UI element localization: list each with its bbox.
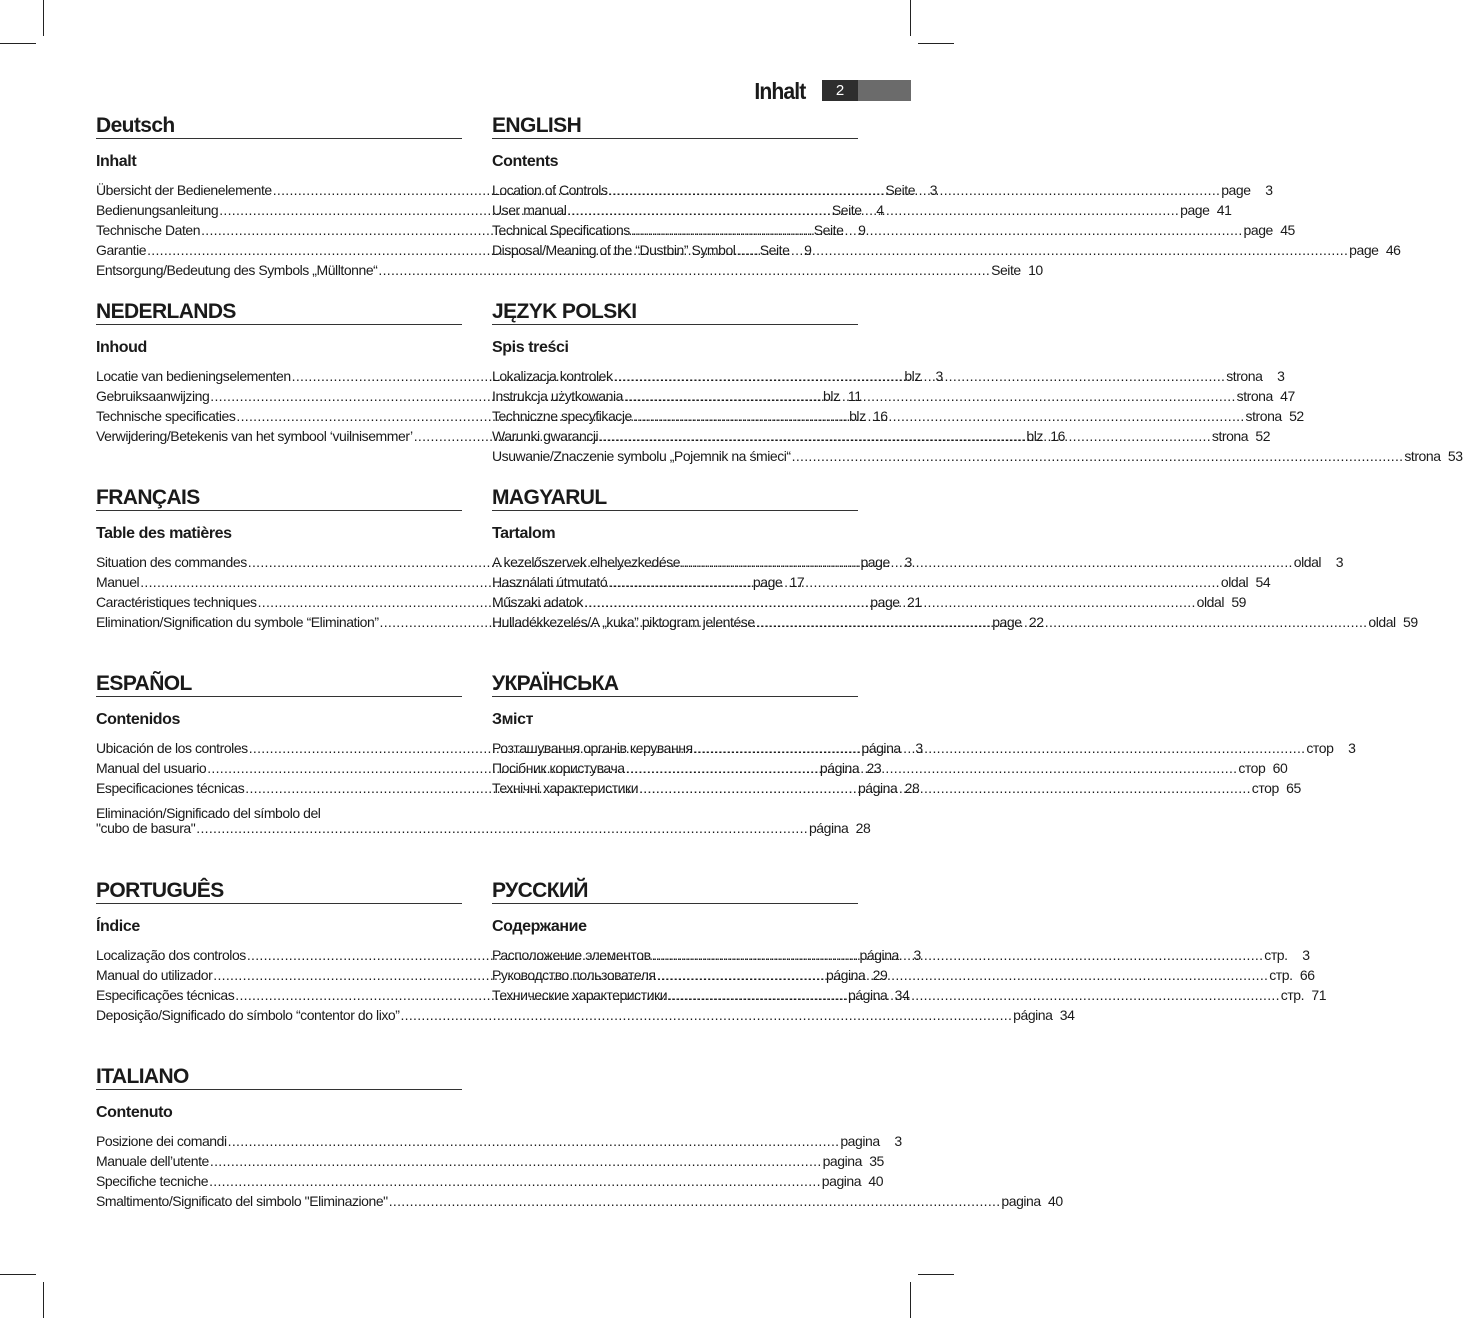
toc-page-word: page bbox=[992, 614, 1022, 630]
dot-leader bbox=[228, 1131, 840, 1151]
toc-page-word: strona bbox=[1211, 428, 1249, 444]
toc-page-number: 60 bbox=[1272, 760, 1288, 776]
toc-page-word: página bbox=[861, 740, 901, 756]
toc-page-number: 3 bbox=[935, 368, 943, 384]
toc-page-word: стр. bbox=[1280, 987, 1305, 1003]
dot-leader bbox=[378, 260, 990, 280]
crop-mark bbox=[910, 1282, 911, 1318]
section-subtitle: Inhalt bbox=[96, 153, 137, 170]
toc-page-word: Seite bbox=[885, 182, 916, 198]
page-title: Inhalt bbox=[754, 78, 805, 104]
toc-page-word: pagina bbox=[821, 1173, 862, 1189]
toc-entry-title: Warunki gwarancji bbox=[492, 428, 599, 444]
toc-entry-title: Használati útmutató bbox=[492, 574, 608, 590]
toc-page-number: 22 bbox=[1028, 614, 1044, 630]
toc-page-word: page bbox=[1221, 182, 1251, 198]
toc-page-number: 53 bbox=[1447, 448, 1463, 464]
dot-leader bbox=[614, 366, 1226, 386]
section-subtitle: Зміст bbox=[492, 711, 534, 728]
toc-page-word: blz bbox=[822, 388, 840, 404]
toc-page-word: page bbox=[752, 574, 783, 590]
toc-page-number: 3 bbox=[1348, 740, 1356, 756]
dot-leader bbox=[633, 406, 1245, 426]
toc-entry bbox=[96, 818, 871, 838]
toc-page-word: стр. bbox=[1264, 947, 1288, 963]
section-title: MAGYARUL bbox=[492, 486, 858, 511]
toc-entry-title: Технические характеристики bbox=[492, 987, 668, 1003]
toc-page-word: oldal bbox=[1293, 554, 1322, 570]
page-number: 2 bbox=[822, 80, 858, 101]
section-subtitle: Table des matières bbox=[96, 525, 232, 542]
crop-mark bbox=[910, 0, 911, 36]
section-subtitle: Contenidos bbox=[96, 711, 180, 728]
dot-leader bbox=[657, 965, 1269, 985]
toc-page-word: Seite bbox=[991, 262, 1021, 278]
toc-page-number: 3 bbox=[1335, 554, 1344, 570]
toc-entry bbox=[492, 572, 1271, 592]
toc-entry-title: Usuwanie/Znaczenie symbolu „Pojemnik na śmieci“ bbox=[492, 448, 791, 464]
toc-page-word: pagina bbox=[1001, 1193, 1041, 1209]
toc-page-word: стор bbox=[1306, 740, 1334, 756]
toc-entry-title: Localização dos controlos bbox=[96, 947, 246, 963]
section-title: ESPAÑOL bbox=[96, 672, 462, 697]
toc-page-number: 3 bbox=[1277, 368, 1285, 384]
toc-entry-title: Manual del usuario bbox=[96, 760, 207, 776]
toc-entry bbox=[96, 1005, 1075, 1025]
section-subtitle: Inhoud bbox=[96, 339, 147, 356]
dot-leader bbox=[567, 200, 1179, 220]
toc-page-number: 3 bbox=[904, 554, 912, 570]
toc-entry bbox=[492, 240, 1401, 260]
page-header bbox=[700, 80, 911, 102]
toc-entry bbox=[492, 200, 1232, 220]
toc-entry-title: Расположение элементов bbox=[492, 947, 651, 963]
toc-page-word: strona bbox=[1236, 388, 1273, 404]
toc-page-number: 40 bbox=[1048, 1193, 1063, 1209]
toc-page-word: página bbox=[847, 987, 888, 1003]
toc-entry bbox=[96, 1171, 884, 1191]
toc-page-word: стор bbox=[1238, 760, 1266, 776]
toc-entry-title: Technical Specifications bbox=[492, 222, 630, 238]
toc-page-word: página bbox=[808, 820, 849, 836]
section-title: УКРАЇНСЬКА bbox=[492, 672, 858, 697]
toc-page-word: página bbox=[859, 947, 899, 963]
dot-leader bbox=[756, 612, 1368, 632]
toc-entry-title: Especificações técnicas bbox=[96, 987, 235, 1003]
toc-page-number: 59 bbox=[1231, 594, 1246, 610]
toc-page-word: стор bbox=[1251, 780, 1279, 796]
toc-entry bbox=[96, 1131, 902, 1151]
toc-page-word: pagina bbox=[840, 1133, 880, 1149]
toc-page-word: strona bbox=[1404, 448, 1441, 464]
dot-leader bbox=[210, 1151, 822, 1171]
toc-page-number: 9 bbox=[858, 222, 866, 238]
toc-entry-title: Elimination/Signification du symbole “Elimination” bbox=[96, 614, 379, 630]
toc-page-word: blz bbox=[904, 368, 921, 384]
toc-page-number: 71 bbox=[1311, 987, 1327, 1003]
toc-entry-title: Übersicht der Bedienelemente bbox=[96, 182, 272, 198]
toc-page-word: página bbox=[825, 967, 866, 983]
toc-page-number: 21 bbox=[906, 594, 922, 610]
toc-entry-title: Techniczne specyfikacje bbox=[492, 408, 632, 424]
toc-page-number: 4 bbox=[876, 202, 884, 218]
toc-page-number: 34 bbox=[894, 987, 910, 1003]
toc-entry-title: Műszaki adatok bbox=[492, 594, 583, 610]
toc-page-word: Seite bbox=[813, 222, 844, 238]
toc-page-number: 47 bbox=[1280, 388, 1295, 404]
toc-page-word: oldal bbox=[1196, 594, 1224, 610]
toc-entry-title: Specifiche tecniche bbox=[96, 1173, 209, 1189]
dot-leader bbox=[626, 758, 1238, 778]
dot-leader bbox=[668, 985, 1280, 1005]
toc-page-number: 3 bbox=[913, 947, 921, 963]
toc-page-number: 29 bbox=[872, 967, 888, 983]
toc-entry-title: Entsorgung/Bedeutung des Symbols „Mülltonne“ bbox=[96, 262, 378, 278]
toc-page-number: 35 bbox=[869, 1153, 884, 1169]
crop-mark bbox=[0, 1274, 36, 1275]
toc-entry-title: Verwijdering/Betekenis van het symbool ‘vuilnisemmer’ bbox=[96, 428, 413, 444]
toc-page-number: 46 bbox=[1385, 242, 1401, 258]
section-title: PORTUGUÊS bbox=[96, 879, 462, 904]
toc-page-number: 65 bbox=[1286, 780, 1301, 796]
toc-entry bbox=[96, 260, 1043, 280]
toc-entry-title: Manuel bbox=[96, 574, 140, 590]
toc-entry-title: Hulladékkezelés/A „kuka” piktogram jelentése bbox=[492, 614, 755, 630]
section-subtitle: Tartalom bbox=[492, 525, 556, 542]
toc-entry bbox=[492, 386, 1295, 406]
toc-entry-title: Garantie bbox=[96, 242, 147, 258]
toc-page-number: 52 bbox=[1255, 428, 1271, 444]
toc-page-number: 52 bbox=[1289, 408, 1304, 424]
toc-page-number: 23 bbox=[866, 760, 882, 776]
toc-entry bbox=[492, 446, 1463, 466]
toc-entry-title: Posizione dei comandi bbox=[96, 1133, 227, 1149]
toc-page-number: 9 bbox=[804, 242, 812, 258]
toc-page-number: 3 bbox=[1265, 182, 1273, 198]
toc-entry-title: Smaltimento/Significato del simbolo "Eliminazione" bbox=[96, 1193, 388, 1209]
toc-entry-title: Технічні характеристики bbox=[492, 780, 639, 796]
toc-page-word: strona bbox=[1245, 408, 1282, 424]
toc-page-word: Seite bbox=[831, 202, 862, 218]
toc-entry-title: Instrukcja użytkowania bbox=[492, 388, 623, 404]
dot-leader bbox=[389, 1191, 1001, 1211]
crop-mark bbox=[43, 0, 44, 36]
toc-entry-title: Disposal/Meaning of the “Dustbin” Symbol bbox=[492, 242, 736, 258]
toc-page-number: 54 bbox=[1255, 574, 1271, 590]
dot-leader bbox=[196, 818, 808, 838]
dot-leader bbox=[736, 240, 1348, 260]
dot-leader bbox=[609, 180, 1221, 200]
toc-page-number: 3 bbox=[894, 1133, 902, 1149]
toc-page-number: 66 bbox=[1299, 967, 1315, 983]
toc-page-number: 10 bbox=[1028, 262, 1043, 278]
toc-page-number: 28 bbox=[855, 820, 871, 836]
toc-entry-title: Especificaciones técnicas bbox=[96, 780, 245, 796]
crop-mark bbox=[43, 1282, 44, 1318]
dot-leader bbox=[209, 1171, 821, 1191]
section-title: Deutsch bbox=[96, 114, 462, 139]
toc-entry-title: Руководство пользователя bbox=[492, 967, 656, 983]
toc-entry bbox=[96, 1151, 884, 1171]
toc-entry-title: Location of Controls bbox=[492, 182, 608, 198]
dot-leader bbox=[652, 945, 1264, 965]
toc-page-number: 16 bbox=[872, 408, 888, 424]
section-subtitle: Содержание bbox=[492, 918, 587, 935]
toc-page-word: page bbox=[860, 554, 890, 570]
toc-page-number: 16 bbox=[1050, 428, 1065, 444]
dot-leader bbox=[624, 386, 1236, 406]
section-title: ITALIANO bbox=[96, 1065, 462, 1090]
toc-page-number: 59 bbox=[1403, 614, 1418, 630]
dot-leader bbox=[584, 592, 1196, 612]
toc-entry-title: Technische specificaties bbox=[96, 408, 236, 424]
toc-entry-title: Locatie van bedieningselementen bbox=[96, 368, 291, 384]
dot-leader bbox=[694, 738, 1306, 758]
toc-page-number: 40 bbox=[868, 1173, 884, 1189]
section-subtitle: Contenuto bbox=[96, 1104, 173, 1121]
toc-page-number: 45 bbox=[1280, 222, 1295, 238]
toc-page-word: blz bbox=[849, 408, 866, 424]
crop-mark bbox=[918, 1274, 954, 1275]
toc-entry-title: Ubicación de los controles bbox=[96, 740, 248, 756]
toc-page-word: página bbox=[1013, 1007, 1053, 1023]
toc-page-number: 3 bbox=[1302, 947, 1310, 963]
toc-entry-title: Manual do utilizador bbox=[96, 967, 213, 983]
dot-leader bbox=[639, 778, 1251, 798]
dot-leader bbox=[681, 552, 1293, 572]
toc-page-number: 41 bbox=[1216, 202, 1232, 218]
header-bar bbox=[858, 80, 911, 101]
toc-page-word: strona bbox=[1226, 368, 1263, 384]
toc-entry bbox=[96, 798, 462, 821]
crop-mark bbox=[0, 43, 36, 44]
toc-entry-title: User manual bbox=[492, 202, 567, 218]
toc-entry-title: Situation des commandes bbox=[96, 554, 247, 570]
toc-page-word: oldal bbox=[1220, 574, 1249, 590]
toc-entry bbox=[96, 1191, 1063, 1211]
toc-page-number: 34 bbox=[1059, 1007, 1075, 1023]
toc-page-word: Seite bbox=[759, 242, 790, 258]
toc-page-word: стр. bbox=[1269, 967, 1293, 983]
toc-entry-title: Technische Daten bbox=[96, 222, 201, 238]
toc-entry-title: Manuale dell’utente bbox=[96, 1153, 209, 1169]
section-title: NEDERLANDS bbox=[96, 300, 462, 325]
toc-page-number: 28 bbox=[904, 780, 920, 796]
dot-leader bbox=[631, 220, 1243, 240]
toc-entry-title: Bedienungsanleitung bbox=[96, 202, 219, 218]
toc-page-word: oldal bbox=[1368, 614, 1396, 630]
section-title: РУССКИЙ bbox=[492, 879, 858, 904]
dot-leader bbox=[599, 426, 1211, 446]
toc-entry-title: A kezelőszervek elhelyezkedése bbox=[492, 554, 681, 570]
section-subtitle: Contents bbox=[492, 153, 559, 170]
toc-entry-title: Посібник користувача bbox=[492, 760, 625, 776]
toc-entry-title: Gebruiksaanwijzing bbox=[96, 388, 210, 404]
toc-page-number: 17 bbox=[789, 574, 805, 590]
section-title: JĘZYK POLSKI bbox=[492, 300, 858, 325]
toc-page-word: page bbox=[1243, 222, 1273, 238]
section-italiano bbox=[96, 1065, 1063, 1211]
dot-leader bbox=[792, 446, 1404, 466]
toc-page-number: 11 bbox=[847, 388, 862, 404]
toc-page-word: página bbox=[819, 760, 860, 776]
toc-page-word: blz bbox=[1026, 428, 1043, 444]
dot-leader bbox=[400, 1005, 1012, 1025]
toc-page-word: page bbox=[1349, 242, 1379, 258]
toc-page-word: page bbox=[1180, 202, 1210, 218]
section-subtitle: Spis treści bbox=[492, 339, 569, 356]
toc-page-word: página bbox=[857, 780, 898, 796]
toc-entry-title: Lokalizacja kontrolek bbox=[492, 368, 613, 384]
crop-mark bbox=[918, 43, 954, 44]
section-subtitle: Índice bbox=[96, 918, 140, 935]
toc-page-word: pagina bbox=[822, 1153, 862, 1169]
toc-entry bbox=[492, 220, 1295, 240]
toc-page-number: 3 bbox=[915, 740, 923, 756]
toc-page-word: page bbox=[870, 594, 900, 610]
toc-page-number: 3 bbox=[929, 182, 938, 198]
toc-entry-title: Deposição/Significado do símbolo “contentor do lixo” bbox=[96, 1007, 400, 1023]
dot-leader bbox=[321, 798, 439, 818]
toc-entry-title: Розташування органів керування bbox=[492, 740, 693, 756]
section-title: FRANÇAIS bbox=[96, 486, 462, 511]
toc-entry-title: Caractéristiques techniques bbox=[96, 594, 257, 610]
section-title: ENGLISH bbox=[492, 114, 858, 139]
dot-leader bbox=[608, 572, 1220, 592]
toc-entry-title: Eliminación/Significado del símbolo del bbox=[96, 805, 321, 821]
toc-entry-title: "cubo de basura" bbox=[96, 820, 196, 836]
